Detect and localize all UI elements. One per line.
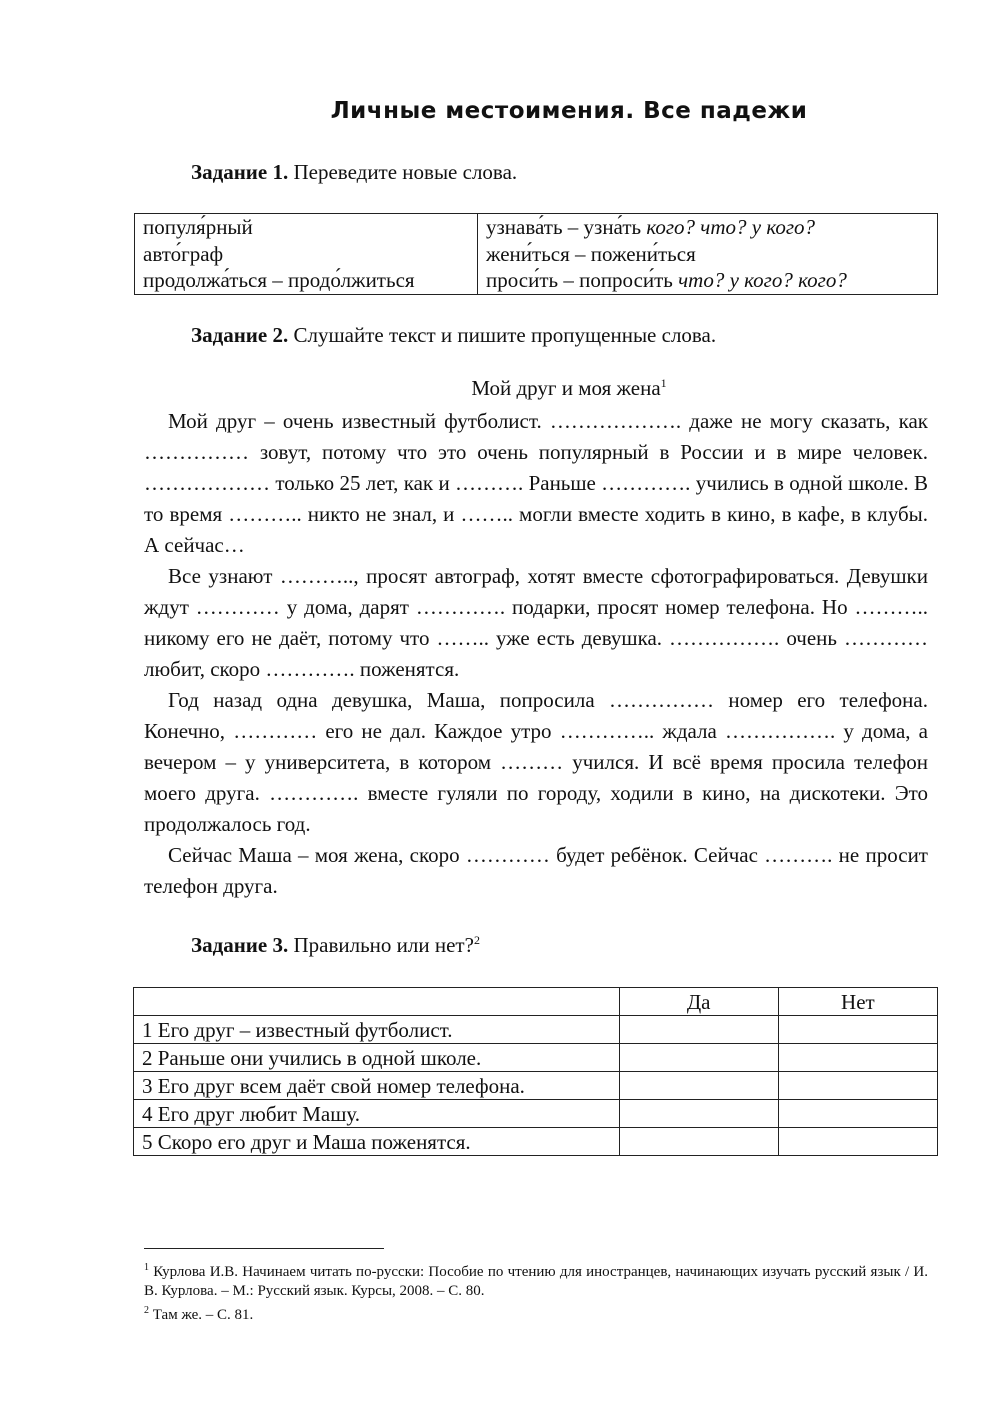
footnote <box>144 1258 928 1301</box>
footnote-number: 2 <box>144 1305 149 1316</box>
table-row <box>134 1016 938 1044</box>
story-paragraph: Мой друг – очень известный футболист. ………………. даже не могу сказать, как …………… зовут, потому что это очень популярный в России и в мире человек. ……………… только 25 лет, как и ………. Раньше …………. учились в одной школе. В то время ……….. никто не знал, и …….. могли вместе ходить в кино, в кафе, в клубы. А сейчас… <box>144 409 928 557</box>
statement-cell: 2 Раньше они учились в одной школе. <box>134 1044 620 1072</box>
vocab-word: продолжа́ться – продо́лжиться <box>143 268 415 292</box>
vocab-right-cell <box>478 214 938 295</box>
task-2-label: Задание 2. <box>191 323 289 347</box>
story-paragraph: Сейчас Маша – моя жена, скоро ………… будет ребёнок. Сейчас ………. не просит телефон друга. <box>144 843 928 898</box>
answer-yes-cell[interactable] <box>619 1100 778 1128</box>
table-header-row <box>134 988 938 1016</box>
vocab-left-cell <box>135 214 478 295</box>
answer-no-cell[interactable] <box>778 1100 937 1128</box>
vocab-word: авто́граф <box>143 241 224 266</box>
statement-cell: 3 Его друг всем даёт свой номер телефона. <box>134 1072 620 1100</box>
vocabulary-table <box>134 213 938 295</box>
footnotes <box>144 1258 928 1325</box>
story-title <box>0 376 1000 401</box>
story-title-text: Мой друг и моя жена <box>471 376 661 400</box>
vocab-word: популя́рный <box>143 215 253 239</box>
task-2-text: Слушайте текст и пишите пропущенные слова. <box>288 323 717 347</box>
answer-yes-cell[interactable] <box>619 1044 778 1072</box>
task-3-heading <box>191 933 480 958</box>
answer-no-cell[interactable] <box>778 1016 937 1044</box>
true-false-table <box>133 987 938 1156</box>
footnote-text: Курлова И.В. Начинаем читать по-русски: Пособие по чтению для иностранцев, начинающих изучать русский язык / И. В. Курлова. – М.: Русский язык. Курсы, 2008. – С. 80. <box>144 1264 928 1299</box>
statement-cell: 1 Его друг – известный футболист. <box>134 1016 620 1044</box>
answer-yes-cell[interactable] <box>619 1016 778 1044</box>
vocab-word <box>486 241 929 268</box>
footnote-text: Там же. – С. 81. <box>149 1307 254 1323</box>
answer-yes-cell[interactable] <box>619 1128 778 1156</box>
task-1-text: Переведите новые слова. <box>288 160 518 184</box>
vocab-government: кого? что? у кого? <box>646 215 816 239</box>
header-yes: Да <box>619 988 778 1016</box>
statement-cell: 5 Скоро его друг и Маша поженятся. <box>134 1128 620 1156</box>
header-empty-cell <box>134 988 620 1016</box>
answer-no-cell[interactable] <box>778 1072 937 1100</box>
table-row <box>134 1072 938 1100</box>
table-row <box>134 1128 938 1156</box>
footnote-divider <box>144 1248 384 1249</box>
table-row <box>134 1100 938 1128</box>
answer-no-cell[interactable] <box>778 1128 937 1156</box>
vocab-word <box>486 214 929 241</box>
story-text <box>144 406 928 902</box>
footnote-number: 1 <box>144 1262 149 1273</box>
task-3-label: Задание 3. <box>191 933 289 957</box>
story-paragraph: Год назад одна девушка, Маша, попросила …………… номер его телефона. Конечно, ………… его не дал. Каждое утро ………….. ждала ……………. у дома, а вечером – у университета, в котором ……… учился. И всё время просила телефон моего друга. …………. вместе гуляли по городу, ходили в кино, на дискотеки. Это продолжалось год. <box>144 688 928 836</box>
task-1-heading <box>191 160 517 185</box>
story-paragraph: Все узнают ……….., просят автограф, хотят вместе сфотографироваться. Девушки ждут ………… у дома, дарят …………. подарки, просят номер телефона. Но ……….. никому его не даёт, потому что …….. уже есть девушка. ……………. очень ………… любит, скоро …………. поженятся. <box>144 564 928 681</box>
footnote-ref: 1 <box>660 376 667 390</box>
task-2-heading <box>191 323 716 348</box>
statement-cell: 4 Его друг любит Машу. <box>134 1100 620 1128</box>
task-3-text: Правильно или нет? <box>288 933 474 957</box>
vocab-verb: жени́ться – пожени́ться <box>486 241 696 266</box>
vocab-word <box>486 267 929 294</box>
answer-no-cell[interactable] <box>778 1044 937 1072</box>
vocab-row <box>135 214 938 295</box>
header-no: Нет <box>778 988 937 1016</box>
page-title: Личные местоимения. Все падежи <box>330 98 808 124</box>
vocab-verb: проси́ть – попроси́ть <box>486 268 679 292</box>
answer-yes-cell[interactable] <box>619 1072 778 1100</box>
task-1-label: Задание 1. <box>191 160 289 184</box>
table-row <box>134 1044 938 1072</box>
footnote-ref: 2 <box>473 933 480 947</box>
vocab-verb: узнава́ть – узна́ть <box>486 215 647 239</box>
vocab-government: что? у кого? кого? <box>678 268 847 292</box>
footnote <box>144 1301 928 1325</box>
